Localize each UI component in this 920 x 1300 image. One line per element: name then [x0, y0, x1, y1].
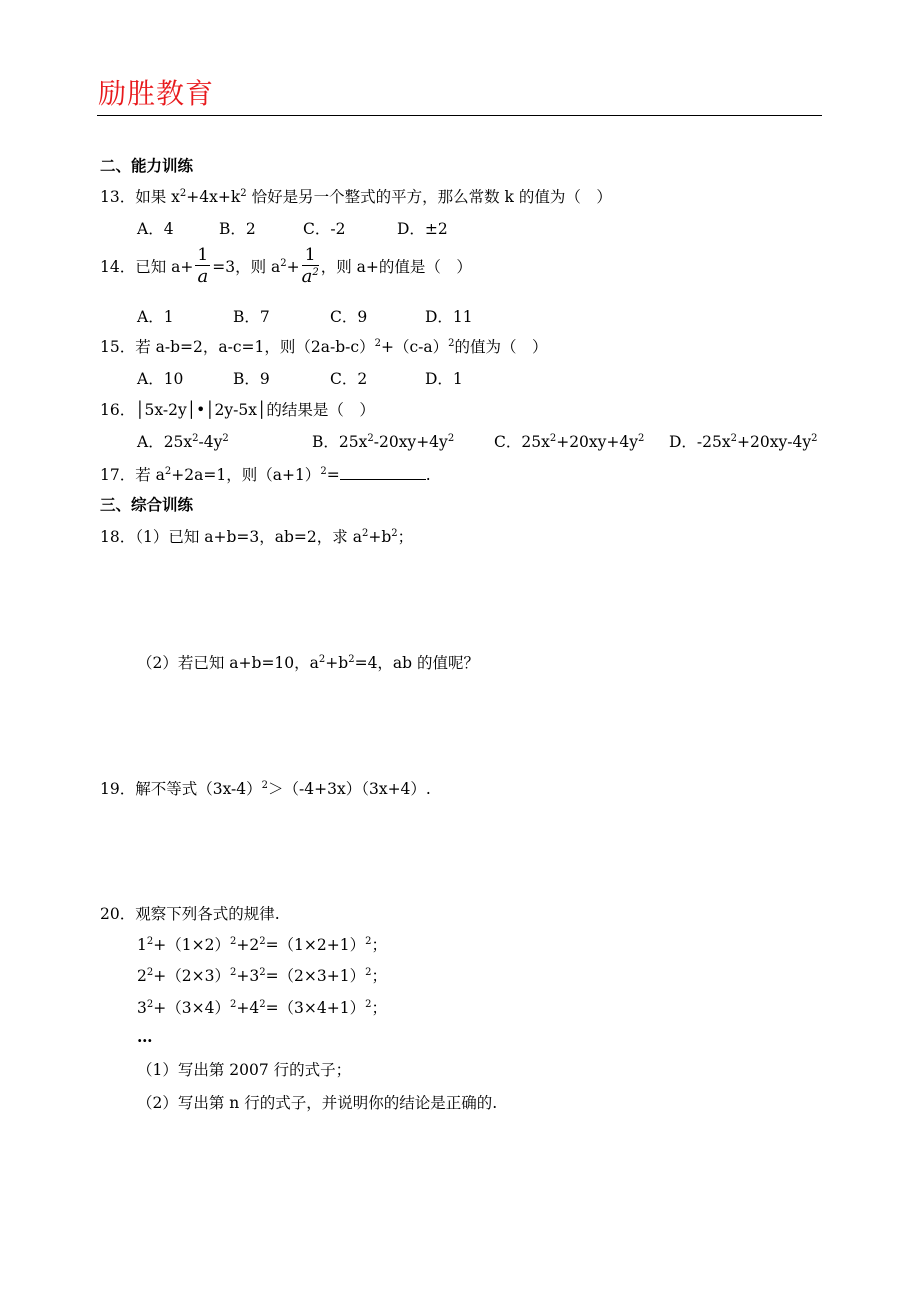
option-b: B．9	[233, 370, 270, 388]
brand-title: 励胜教育	[98, 77, 215, 110]
pattern-row: $2^2+(2\times 3)^2+3^2=(2\times 3+1)^2$；	[137, 966, 387, 985]
option-a: A．$25x^2-4y^2$	[137, 432, 229, 451]
header-divider	[97, 115, 822, 116]
question-20-part-1: （1）写出第 2007 行的式子；	[137, 1061, 352, 1079]
option-a: A．10	[137, 370, 184, 388]
option-a: A．1	[137, 308, 174, 326]
option-c: C．9	[330, 308, 368, 326]
question-15: 15．若 a-b=2，a-c=1，则$(2a-b-c)^2+(c-a)^2$的值为（ ）	[100, 337, 548, 356]
pattern-row: $1^2+(1\times 2)^2+2^2=(1\times 2+1)^2$；	[137, 935, 387, 954]
question-20-part-2: （2）写出第 n 行的式子，并说明你的结论是正确的.	[137, 1094, 498, 1112]
fraction-1-over-a-squared: $\frac{1}{a^2}$	[301, 244, 319, 287]
question-20: 20．观察下列各式的规律.	[100, 905, 280, 923]
section-title: 二、能力训练	[100, 157, 194, 175]
option-b: B．2	[219, 220, 256, 238]
option-b: B．7	[233, 308, 270, 326]
ellipsis: …	[137, 1027, 153, 1046]
pattern-row: $3^2+(3\times 4)^2+4^2=(3\times 4+1)^2$；	[137, 998, 387, 1017]
option-d: D．±2	[397, 220, 448, 238]
question-19: 19．解不等式$(3x-4)^2>(-4+3x)(3x+4)$.	[100, 779, 431, 798]
question-14: 14．已知 a+ $\frac{1}{a}$ =3，则 $a^2+$ $\frac{1}{a^2}$ ，则 a+的值是（ ）	[100, 244, 472, 287]
fraction-1-over-a: $\frac{1}{a}$	[197, 244, 209, 287]
option-c: C．$25x^2+20xy+4y^2$	[494, 432, 645, 451]
option-b: B．$25x^2-20xy+4y^2$	[312, 432, 455, 451]
option-d: D．1	[425, 370, 463, 388]
section-title: 三、综合训练	[100, 496, 194, 514]
answer-blank[interactable]	[340, 465, 426, 480]
question-18-part-1: 18．（1）已知 a+b=3，ab=2，求 $a^2+b^2$；	[100, 527, 414, 546]
option-c: C．2	[330, 370, 368, 388]
question-16: 16．│5x-2y│•│2y-5x│的结果是（ ）	[100, 401, 375, 419]
option-a: A．4	[137, 220, 174, 238]
question-17: 17．若 $a^2+2a=1$，则$(a+1)^2=$ .	[100, 465, 431, 484]
option-c: C．-2	[303, 220, 346, 238]
question-13: 13．如果 $x^2+4x+k^2$ 恰好是另一个整式的平方，那么常数 k 的值为（ ）	[100, 187, 612, 206]
question-18-part-2: （2）若已知 a+b=10，$a^2+b^2=4$，ab 的值呢？	[137, 653, 480, 672]
option-d: D．11	[425, 308, 473, 326]
option-d: D．$-25x^2+20xy-4y^2$	[669, 432, 818, 451]
